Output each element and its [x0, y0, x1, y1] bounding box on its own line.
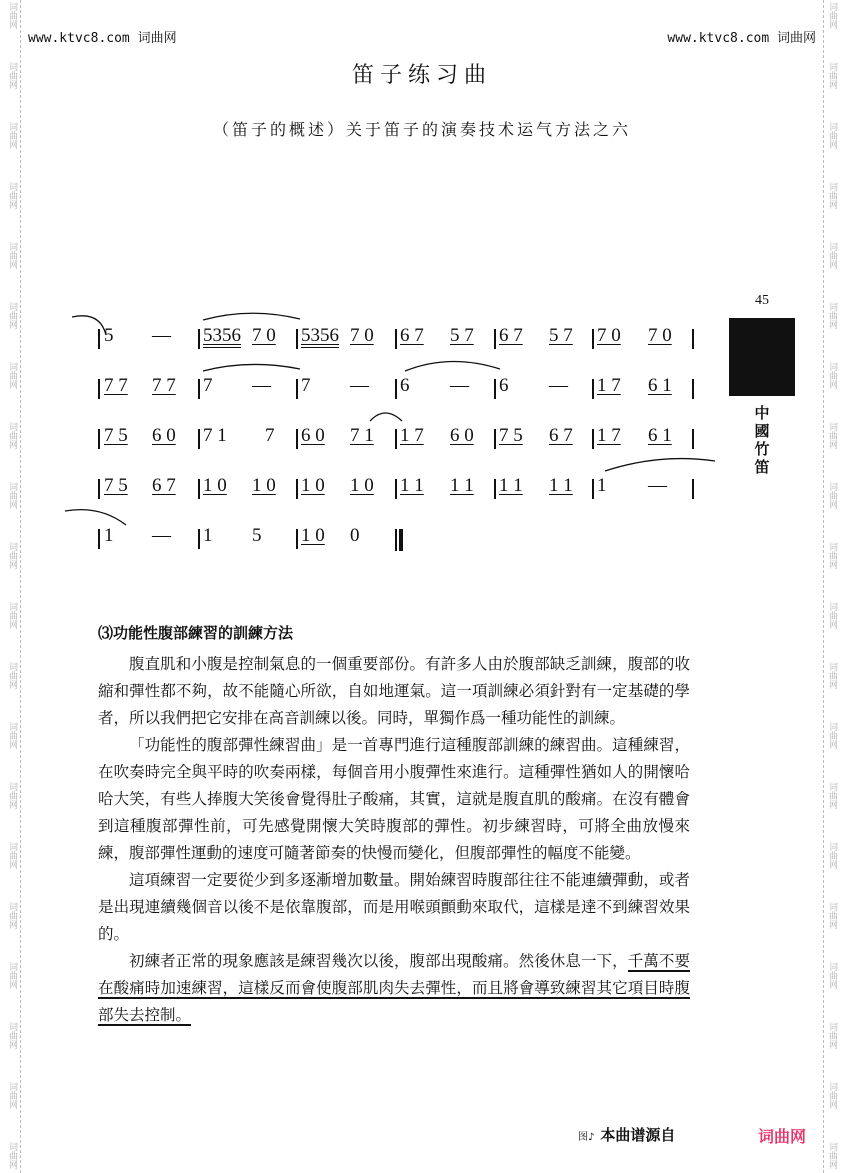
edge-watermark: 词曲网: [827, 602, 837, 629]
score-note: 6: [499, 375, 509, 396]
paragraph: [98, 948, 690, 1029]
score-note: 1 0: [301, 525, 325, 546]
section-heading: ⑶功能性腹部練習的訓練方法: [98, 624, 294, 642]
score-note: 7 0: [252, 325, 276, 346]
footer-source: [578, 1124, 675, 1145]
edge-watermark: 词曲网: [7, 2, 17, 29]
score-note: 1 7: [400, 425, 424, 446]
score-note: 5: [252, 525, 262, 546]
edge-watermark: 词曲网: [827, 782, 837, 809]
text-section: [98, 620, 690, 1029]
edge-watermark: 词曲网: [7, 662, 17, 689]
edge-watermark: 词曲网: [7, 1142, 17, 1169]
highlighted-text: 千萬不要在酸痛時加速練習，這樣反而會使腹部肌肉失去彈性，而且將會導致練習其它項目時腹部失去控制。: [98, 952, 690, 1024]
paragraph: 腹直肌和小腹是控制氣息的一個重要部份。有許多人由於腹部缺乏訓練，腹部的收縮和彈性都不夠，故不能隨心所欲，自如地運氣。這一項訓練必須針對有一定基礎的學者，所以我們把它安排在高音訓練以後。同時，單獨作爲一種功能性的訓練。: [98, 655, 690, 727]
score-note: 6 7: [152, 475, 176, 496]
edge-watermark: 词曲网: [7, 1082, 17, 1109]
side-label: 中國竹笛: [754, 404, 770, 476]
score-note: 7: [203, 375, 213, 396]
score-note: 5 7: [549, 325, 573, 346]
score-note: 1: [203, 525, 213, 546]
score-note: 6 1: [648, 375, 672, 396]
score-note: 1 0: [350, 475, 374, 496]
page-number: 45: [755, 293, 769, 308]
score-note: 7 0: [350, 325, 374, 346]
score-note: 7 7: [152, 375, 176, 396]
edge-watermark: 词曲网: [7, 242, 17, 269]
score-note: 6 7: [400, 325, 424, 346]
score-note: 1: [597, 475, 607, 496]
score-note: 5 7: [450, 325, 474, 346]
score-note: —: [350, 375, 369, 396]
score-note: 1 7: [597, 375, 621, 396]
edge-watermark: 词曲网: [827, 122, 837, 149]
page-title: 笛子练习曲: [351, 63, 492, 88]
edge-watermark: 词曲网: [7, 122, 17, 149]
edge-watermark: 词曲网: [827, 1142, 837, 1169]
score-note: 6 1: [648, 425, 672, 446]
edge-watermark: 词曲网: [827, 482, 837, 509]
edge-watermark: 词曲网: [827, 902, 837, 929]
edge-watermark: 词曲网: [7, 542, 17, 569]
score-note: —: [450, 375, 469, 396]
left-edge-strip: [0, 0, 21, 1173]
paragraph-text: 初練者正常的現象應該是練習幾次以後，腹部出現酸痛。然後休息一下，: [129, 952, 628, 970]
score-note: 6 0: [450, 425, 474, 446]
header-watermark-right: www.ktvc8.com 词曲网: [667, 31, 816, 46]
score-note: 5356: [301, 325, 339, 346]
edge-watermark: 词曲网: [827, 542, 837, 569]
edge-watermark: 词曲网: [827, 1082, 837, 1109]
edge-watermark: 词曲网: [7, 782, 17, 809]
score-note: 7 5: [104, 425, 128, 446]
edge-watermark: 词曲网: [827, 62, 837, 89]
score-note: 7: [265, 425, 275, 446]
score-note: 7 0: [648, 325, 672, 346]
score-note: 1 0: [252, 475, 276, 496]
score-note: 5: [104, 325, 114, 346]
score-note: 7 7: [104, 375, 128, 396]
edge-watermark: 词曲网: [827, 1022, 837, 1049]
edge-watermark: 词曲网: [827, 182, 837, 209]
page-subtitle: （笛子的概述）关于笛子的演奏技术运气方法之六: [212, 120, 631, 139]
edge-watermark: 词曲网: [7, 302, 17, 329]
header-watermark-left: www.ktvc8.com 词曲网: [28, 31, 177, 46]
score-note: 7 5: [499, 425, 523, 446]
edge-watermark: 词曲网: [7, 722, 17, 749]
score-note: 1: [104, 525, 114, 546]
footer-source-text: 本曲谱源自: [600, 1126, 676, 1144]
edge-watermark: 词曲网: [827, 662, 837, 689]
paragraph: 「功能性的腹部彈性練習曲」是一首專門進行這種腹部訓練的練習曲。這種練習，在吹奏時完全與平時的吹奏兩樣，每個音用小腹彈性來進行。這種彈性猶如人的開懷哈哈大笑，有些人捧腹大笑後會覺得肚子酸痛，其實，這就是腹直肌的酸痛。在沒有體會到這種腹部彈性前，可先感覺開懷大笑時腹部的彈性。初步練習時，可將全曲放慢來練，腹部彈性運動的速度可隨著節奏的快慢而變化，但腹部彈性的幅度不能變。: [98, 736, 690, 862]
edge-watermark: 词曲网: [827, 362, 837, 389]
score-note: 6 0: [301, 425, 325, 446]
score-note: 6 7: [549, 425, 573, 446]
edge-watermark: 词曲网: [7, 602, 17, 629]
paragraph: 這項練習一定要從少到多逐漸增加數量。開始練習時腹部往往不能連續彈動，或者是出現連續幾個音以後不是依靠腹部，而是用喉頭顫動來取代，這樣是達不到練習效果的。: [98, 871, 690, 943]
score-note: 1 1: [450, 475, 474, 496]
score-note: 7 1: [203, 425, 227, 446]
edge-watermark: 词曲网: [827, 722, 837, 749]
score-note: 7 1: [350, 425, 374, 446]
edge-watermark: 词曲网: [7, 1022, 17, 1049]
score-note: 5356: [203, 325, 241, 346]
score-note: 1 7: [597, 425, 621, 446]
edge-watermark: 词曲网: [7, 842, 17, 869]
edge-watermark: 词曲网: [827, 962, 837, 989]
edge-watermark: 词曲网: [827, 2, 837, 29]
score-note: 7: [301, 375, 311, 396]
edge-watermark: 词曲网: [827, 242, 837, 269]
score-note: —: [152, 525, 171, 546]
score-note: 1 0: [203, 475, 227, 496]
edge-watermark: 词曲网: [827, 302, 837, 329]
edge-watermark: 词曲网: [7, 182, 17, 209]
score-note: 7 0: [597, 325, 621, 346]
score-note: 1 0: [301, 475, 325, 496]
edge-watermark: 词曲网: [7, 482, 17, 509]
footer-mark: 图♪: [578, 1132, 595, 1143]
score-note: 1 1: [499, 475, 523, 496]
edge-watermark: 词曲网: [7, 902, 17, 929]
edge-watermark: 词曲网: [7, 422, 17, 449]
score-note: —: [549, 375, 568, 396]
footer-logo[interactable]: 词曲网: [758, 1127, 807, 1146]
right-edge-strip: [823, 0, 844, 1173]
edge-watermark: 词曲网: [827, 842, 837, 869]
score-note: —: [152, 325, 171, 346]
score-note: —: [252, 375, 271, 396]
slur-marks: [60, 305, 740, 575]
score-note: —: [648, 475, 667, 496]
score-note: 1 1: [400, 475, 424, 496]
score-note: 0: [350, 525, 360, 546]
score-note: 6 7: [499, 325, 523, 346]
edge-watermark: 词曲网: [7, 962, 17, 989]
edge-watermark: 词曲网: [7, 362, 17, 389]
score-note: 6 0: [152, 425, 176, 446]
edge-watermark: 词曲网: [827, 422, 837, 449]
edge-watermark: 词曲网: [7, 62, 17, 89]
score-note: 6: [400, 375, 410, 396]
score-note: 1 1: [549, 475, 573, 496]
score-note: 7 5: [104, 475, 128, 496]
